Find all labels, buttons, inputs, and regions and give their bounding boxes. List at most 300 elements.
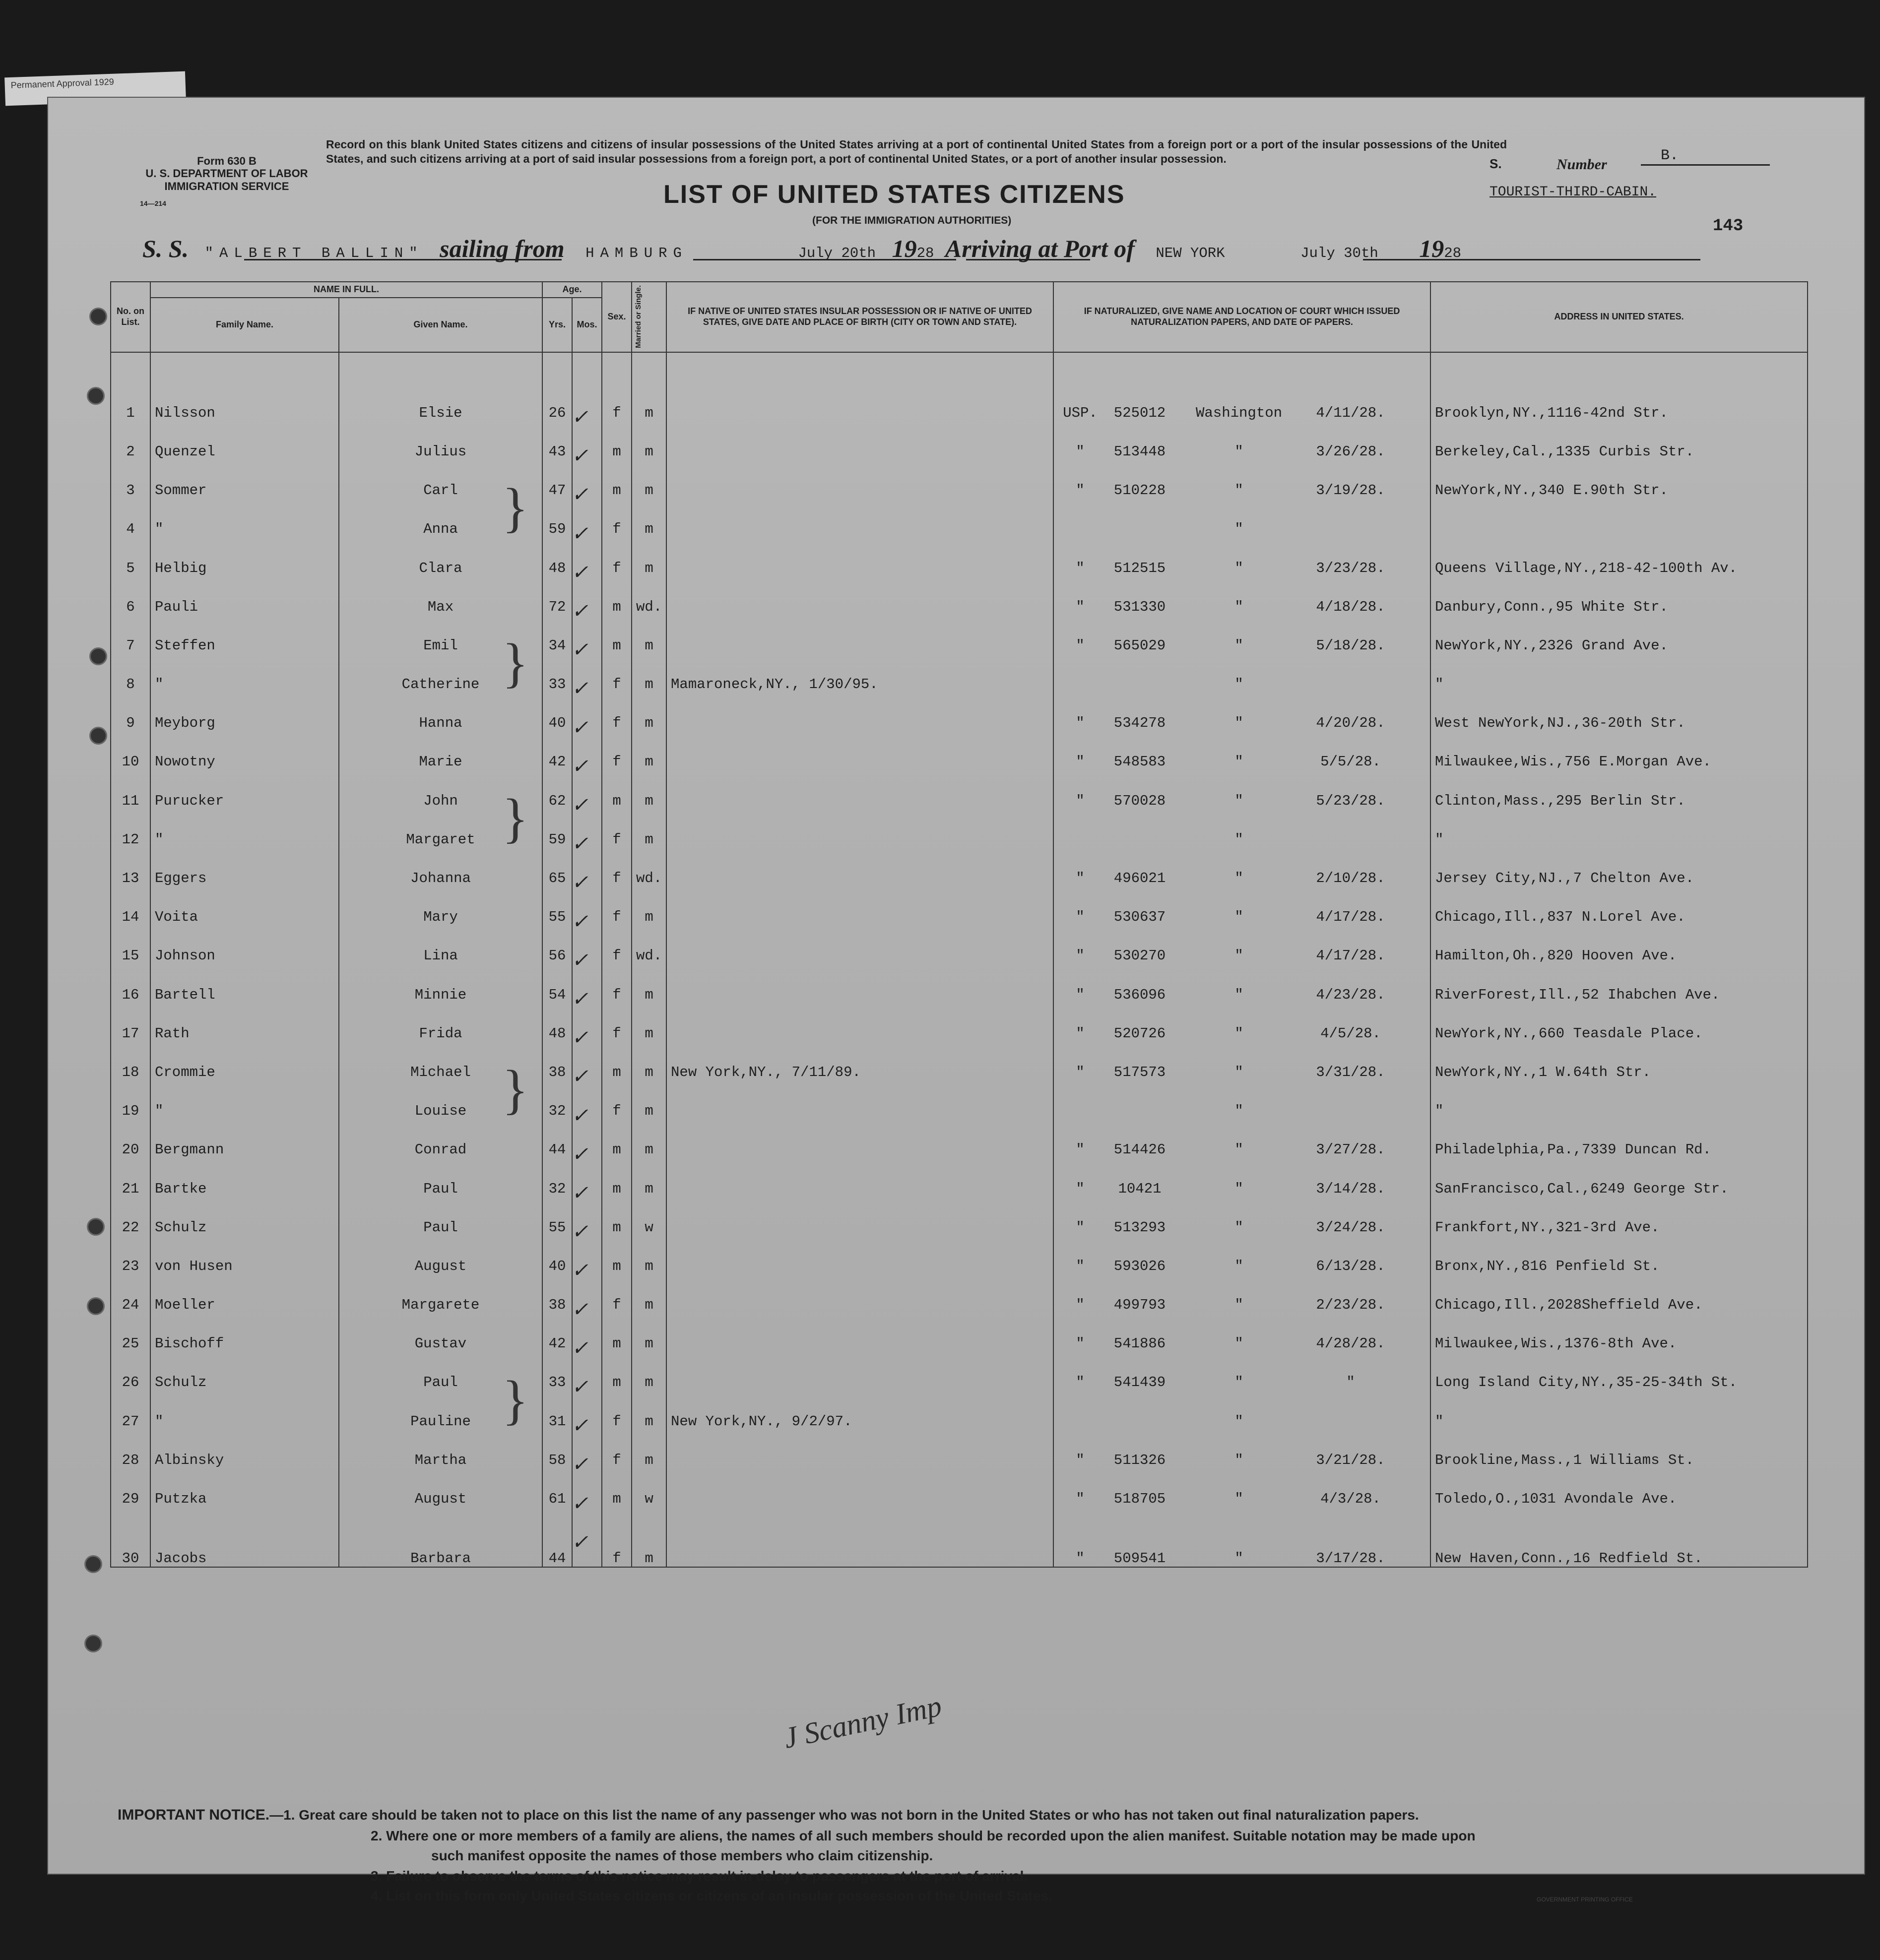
birth-info <box>666 693 1053 731</box>
paper-number: 496021 <box>1113 870 1166 887</box>
row-number: 12 <box>111 809 150 848</box>
spacer-row <box>111 352 1808 382</box>
sex: m <box>602 1468 632 1507</box>
check-mark: ✓ <box>572 483 588 506</box>
court-code: " <box>1076 1335 1085 1352</box>
binder-hole <box>84 1555 102 1573</box>
court-location: " <box>1234 1025 1243 1042</box>
row-number: 20 <box>111 1119 150 1158</box>
marital-status: m <box>632 1158 666 1197</box>
check-mark: ✓ <box>572 1530 588 1553</box>
sex: m <box>602 576 632 615</box>
us-address: RiverForest,Ill.,52 Ihabchen Ave. <box>1430 964 1808 1003</box>
check-mark: ✓ <box>572 988 588 1010</box>
family-name: Schulz <box>150 1352 339 1391</box>
department-name: U. S. DEPARTMENT OF LABOR <box>145 167 308 180</box>
us-address: " <box>1430 654 1808 693</box>
age-years: 65 <box>542 848 572 886</box>
naturalization-info <box>1053 1391 1430 1429</box>
sex: f <box>602 1003 632 1042</box>
passenger-table <box>110 281 1808 1568</box>
us-address: Milwaukee,Wis.,756 E.Morgan Ave. <box>1430 731 1808 770</box>
arrival-underline <box>1363 259 1700 260</box>
check-mark: ✓ <box>572 1220 588 1243</box>
age-years: 42 <box>542 1313 572 1352</box>
naturalization-info <box>1053 886 1430 925</box>
court-code: " <box>1076 1297 1085 1314</box>
given-name: Carl <box>339 460 542 499</box>
naturalization-info <box>1053 1080 1430 1119</box>
paper-number: 513448 <box>1113 443 1166 460</box>
sex: m <box>602 770 632 809</box>
family-name: " <box>150 809 339 848</box>
family-name: Albinsky <box>150 1430 339 1468</box>
check-mark: ✓ <box>572 1336 588 1359</box>
row-number: 10 <box>111 731 150 770</box>
naturalization-info <box>1053 693 1430 731</box>
paper-date: 2/23/28. <box>1316 1297 1385 1314</box>
court-code: " <box>1076 1550 1085 1567</box>
us-address: NewYork,NY.,340 E.90th Str. <box>1430 460 1808 499</box>
sex: m <box>602 615 632 654</box>
paper-date: 3/23/28. <box>1316 560 1385 576</box>
notice-text-1: —1. Great care should be taken not to place on this list the name of any passenger who was not born in the United States or who has not taken out final naturalization papers. <box>269 1807 1419 1823</box>
court-code: " <box>1076 792 1085 809</box>
age-years: 59 <box>542 809 572 848</box>
sex: f <box>602 382 632 421</box>
birth-info <box>666 421 1053 460</box>
marital-status: m <box>632 964 666 1003</box>
given-name: Johanna <box>339 848 542 886</box>
court-location: " <box>1234 1413 1243 1430</box>
table-row <box>111 421 1808 460</box>
court-code: " <box>1076 715 1085 732</box>
marital-status: m <box>632 1352 666 1391</box>
court-code: " <box>1076 1258 1085 1274</box>
given-name: Max <box>339 576 542 615</box>
check-mark: ✓ <box>572 1259 588 1282</box>
court-location: " <box>1234 676 1243 693</box>
marital-status: w <box>632 1197 666 1236</box>
us-address: SanFrancisco,Cal.,6249 George Str. <box>1430 1158 1808 1197</box>
ship-name: "ALBERT BALLIN" <box>204 245 424 261</box>
birth-info <box>666 382 1053 421</box>
birth-info <box>666 1313 1053 1352</box>
check-mark: ✓ <box>572 638 588 661</box>
spacer-cell <box>572 352 602 382</box>
age-years: 55 <box>542 1197 572 1236</box>
paper-number: 565029 <box>1113 637 1166 654</box>
birth-info <box>666 1468 1053 1507</box>
naturalization-info <box>1053 1352 1430 1391</box>
birth-info <box>666 460 1053 499</box>
family-name: " <box>150 1391 339 1429</box>
paper-number: 10421 <box>1118 1180 1162 1197</box>
family-name: Jacobs <box>150 1507 339 1567</box>
check-mark: ✓ <box>572 600 588 622</box>
paper-date: 4/17/28. <box>1316 909 1385 926</box>
notice-item-1 <box>118 1804 1780 1826</box>
court-location: " <box>1234 1141 1243 1158</box>
marital-status: m <box>632 537 666 576</box>
court-code: " <box>1076 443 1085 460</box>
court-code: " <box>1076 1374 1085 1391</box>
age-years: 61 <box>542 1468 572 1507</box>
table-row <box>111 1236 1808 1274</box>
court-code: " <box>1076 1219 1085 1236</box>
sex: f <box>602 654 632 693</box>
paper-number: 510228 <box>1113 482 1166 499</box>
court-code: " <box>1076 754 1085 770</box>
court-code: " <box>1076 1064 1085 1080</box>
given-name: Pauline <box>339 1391 542 1429</box>
paper-number: 593026 <box>1113 1258 1166 1274</box>
paper-date: 4/5/28. <box>1320 1025 1381 1042</box>
col-sex: Sex. <box>602 282 632 352</box>
birth-info <box>666 848 1053 886</box>
paper-number: 518705 <box>1113 1491 1166 1508</box>
paper-date: 5/18/28. <box>1316 637 1385 654</box>
paper-number: 525012 <box>1113 404 1166 421</box>
birth-info <box>666 1003 1053 1042</box>
us-address: Clinton,Mass.,295 Berlin Str. <box>1430 770 1808 809</box>
family-name: Bergmann <box>150 1119 339 1158</box>
court-location: " <box>1234 986 1243 1003</box>
spacer-cell <box>1053 352 1430 382</box>
family-name: Meyborg <box>150 693 339 731</box>
table-row <box>111 886 1808 925</box>
us-address: Berkeley,Cal.,1335 Curbis Str. <box>1430 421 1808 460</box>
table-row <box>111 1468 1808 1507</box>
check-mark: ✓ <box>572 755 588 777</box>
row-number: 5 <box>111 537 150 576</box>
family-name: Voita <box>150 886 339 925</box>
age-years: 40 <box>542 693 572 731</box>
table-row <box>111 1080 1808 1119</box>
row-number: 22 <box>111 1197 150 1236</box>
age-years: 38 <box>542 1274 572 1313</box>
age-years: 34 <box>542 615 572 654</box>
table-row <box>111 848 1808 886</box>
court-code: " <box>1076 909 1085 926</box>
col-address: ADDRESS IN UNITED STATES. <box>1430 282 1808 352</box>
check-mark: ✓ <box>572 1104 588 1127</box>
given-name: Minnie <box>339 964 542 1003</box>
birth-info <box>666 925 1053 964</box>
marital-status: m <box>632 1313 666 1352</box>
printer-mark: GOVERNMENT PRINTING OFFICE <box>1537 1896 1633 1903</box>
birth-info <box>666 1507 1053 1567</box>
age-years: 33 <box>542 654 572 693</box>
age-years: 44 <box>542 1507 572 1567</box>
marital-status: m <box>632 460 666 499</box>
sex: f <box>602 964 632 1003</box>
check-mark: ✓ <box>572 1026 588 1049</box>
naturalization-info <box>1053 809 1430 848</box>
row-number: 24 <box>111 1274 150 1313</box>
marital-status: wd. <box>632 848 666 886</box>
court-location: " <box>1234 1064 1243 1080</box>
naturalization-info <box>1053 1236 1430 1274</box>
notice-title: IMPORTANT NOTICE. <box>118 1807 270 1823</box>
family-name: Schulz <box>150 1197 339 1236</box>
birth-info <box>666 537 1053 576</box>
age-years: 48 <box>542 1003 572 1042</box>
court-code: " <box>1076 948 1085 964</box>
family-name: Bartell <box>150 964 339 1003</box>
number-value: B. <box>1641 147 1770 166</box>
given-name: Marie <box>339 731 542 770</box>
paper-date: 4/18/28. <box>1316 598 1385 615</box>
family-name: Eggers <box>150 848 339 886</box>
marital-status: m <box>632 770 666 809</box>
given-name: Catherine <box>339 654 542 693</box>
check-mark: ✓ <box>572 832 588 855</box>
table-row <box>111 1274 1808 1313</box>
given-name: Gustav <box>339 1313 542 1352</box>
paper-number: 541886 <box>1113 1335 1166 1352</box>
notice-item-4: 4. List on this form only United States citizens or citizens of an insular possession of the United States. <box>371 1888 1052 1904</box>
naturalization-info <box>1053 537 1430 576</box>
sex: f <box>602 1274 632 1313</box>
table-row <box>111 1158 1808 1197</box>
given-name: Martha <box>339 1430 542 1468</box>
paper-date: 6/13/28. <box>1316 1258 1385 1274</box>
col-age: Age. <box>542 282 602 298</box>
given-name: Barbara <box>339 1507 542 1567</box>
birth-info <box>666 731 1053 770</box>
sex: f <box>602 731 632 770</box>
check-mark: ✓ <box>572 1376 588 1398</box>
col-family-name: Family Name. <box>150 298 339 352</box>
row-number: 2 <box>111 421 150 460</box>
court-location: " <box>1234 1550 1243 1567</box>
given-name: John <box>339 770 542 809</box>
binder-hole <box>89 308 107 325</box>
given-name: August <box>339 1236 542 1274</box>
paper-number: 513293 <box>1113 1219 1166 1236</box>
age-years: 32 <box>542 1080 572 1119</box>
paper-date: 4/28/28. <box>1316 1335 1385 1352</box>
col-given-name: Given Name. <box>339 298 542 352</box>
paper-date: 4/20/28. <box>1316 715 1385 732</box>
check-mark: ✓ <box>572 871 588 894</box>
col-naturalized: IF NATURALIZED, GIVE NAME AND LOCATION OF COURT WHICH ISSUED NATURALIZATION PAPERS, AND DATE OF PAPERS. <box>1053 282 1430 352</box>
row-number: 14 <box>111 886 150 925</box>
table-row <box>111 809 1808 848</box>
age-years: 40 <box>542 1236 572 1274</box>
court-location: " <box>1234 909 1243 926</box>
sex: f <box>602 809 632 848</box>
family-name: Sommer <box>150 460 339 499</box>
family-bracket: } <box>502 632 528 694</box>
birth-info <box>666 1158 1053 1197</box>
given-name: Anna <box>339 499 542 537</box>
col-married-label: Married or Single. <box>634 285 643 349</box>
sex: f <box>602 1430 632 1468</box>
row-number: 4 <box>111 499 150 537</box>
binder-hole <box>84 1635 102 1652</box>
row-number: 9 <box>111 693 150 731</box>
court-location: " <box>1234 1297 1243 1314</box>
us-address: Toledo,O.,1031 Avondale Ave. <box>1430 1468 1808 1507</box>
paper-date: 3/17/28. <box>1316 1550 1385 1567</box>
check-mark: ✓ <box>572 948 588 971</box>
check-mark: ✓ <box>572 561 588 583</box>
naturalization-info <box>1053 1313 1430 1352</box>
paper-number: 512515 <box>1113 560 1166 576</box>
given-name: Paul <box>339 1352 542 1391</box>
sex: f <box>602 886 632 925</box>
age-years: 32 <box>542 1158 572 1197</box>
table-row <box>111 964 1808 1003</box>
court-location: " <box>1234 1258 1243 1274</box>
check-mark: ✓ <box>572 677 588 700</box>
paper-date: 4/23/28. <box>1316 986 1385 1003</box>
given-name: Paul <box>339 1197 542 1236</box>
family-name: Steffen <box>150 615 339 654</box>
birth-info <box>666 1080 1053 1119</box>
us-address: Milwaukee,Wis.,1376-8th Ave. <box>1430 1313 1808 1352</box>
family-name: Crommie <box>150 1042 339 1080</box>
sex: f <box>602 1507 632 1567</box>
table-row <box>111 925 1808 964</box>
table-row <box>111 731 1808 770</box>
paper-number: 548583 <box>1113 754 1166 770</box>
arriving-label: Arriving at Port of <box>945 235 1135 262</box>
row-number: 23 <box>111 1236 150 1274</box>
paper-date: 3/31/28. <box>1316 1064 1385 1080</box>
naturalization-info <box>1053 1158 1430 1197</box>
naturalization-info <box>1053 1042 1430 1080</box>
marital-status: m <box>632 1274 666 1313</box>
court-location: " <box>1234 1452 1243 1468</box>
marital-status: m <box>632 421 666 460</box>
sex: m <box>602 1158 632 1197</box>
court-location: " <box>1234 443 1243 460</box>
spacer-cell <box>150 352 339 382</box>
row-number: 7 <box>111 615 150 654</box>
family-bracket: } <box>502 1059 528 1120</box>
paper-date: 3/24/28. <box>1316 1219 1385 1236</box>
corner-tab: Permanent Approval 1929 <box>4 71 186 106</box>
row-number: 16 <box>111 964 150 1003</box>
us-address: West NewYork,NJ.,36-20th Str. <box>1430 693 1808 731</box>
given-name: Margarete <box>339 1274 542 1313</box>
court-code: " <box>1076 637 1085 654</box>
record-instructions: Record on this blank United States citizens and citizens of insular possessions of the United States arriving at a port of continental United States from a foreign port or a port of the insular possessions of the United States, and such citizens arriving at a port of said insular possessions from a foreign port, a port of continental United States, or a port of another insular possession. <box>326 138 1507 165</box>
table-row <box>111 615 1808 654</box>
check-mark: ✓ <box>572 1414 588 1437</box>
year-prefix: 19 <box>892 235 917 262</box>
family-name: Purucker <box>150 770 339 809</box>
naturalization-info <box>1053 576 1430 615</box>
check-mark: ✓ <box>572 910 588 933</box>
family-name: " <box>150 1080 339 1119</box>
birth-info: New York,NY., 9/2/97. <box>666 1391 1053 1429</box>
paper-date: 5/23/28. <box>1316 792 1385 809</box>
birth-info <box>666 964 1053 1003</box>
us-address: " <box>1430 809 1808 848</box>
court-code: " <box>1076 986 1085 1003</box>
paper-number: 499793 <box>1113 1297 1166 1314</box>
arrival-year: 28 <box>1444 245 1462 261</box>
us-address: Jersey City,NJ.,7 Chelton Ave. <box>1430 848 1808 886</box>
court-location: Washington <box>1196 404 1283 421</box>
paper-date: 3/26/28. <box>1316 443 1385 460</box>
paper-date: 2/10/28. <box>1316 870 1385 887</box>
col-married <box>632 282 666 352</box>
row-number: 26 <box>111 1352 150 1391</box>
marital-status: m <box>632 693 666 731</box>
sex: m <box>602 1042 632 1080</box>
paper-date: 3/27/28. <box>1316 1141 1385 1158</box>
court-location: " <box>1234 1103 1243 1120</box>
col-native: IF NATIVE OF UNITED STATES INSULAR POSSESSION OR IF NATIVE OF UNITED STATES, GIVE DATE AND PLACE OF BIRTH (CITY OR TOWN AND STATE). <box>666 282 1053 352</box>
given-name: Hanna <box>339 693 542 731</box>
binder-hole <box>87 1218 105 1236</box>
binder-hole <box>89 647 107 665</box>
birth-info <box>666 886 1053 925</box>
naturalization-info <box>1053 1119 1430 1158</box>
paper-number: 570028 <box>1113 792 1166 809</box>
paper-date: 3/14/28. <box>1316 1180 1385 1197</box>
court-location: " <box>1234 792 1243 809</box>
manifest-sheet <box>47 97 1865 1904</box>
paper-number: 541439 <box>1113 1374 1166 1391</box>
table-row <box>111 576 1808 615</box>
court-location: " <box>1234 1219 1243 1236</box>
paper-date: 3/19/28. <box>1316 482 1385 499</box>
us-address: Philadelphia,Pa.,7339 Duncan Rd. <box>1430 1119 1808 1158</box>
form-number: Form 630 B <box>197 155 257 167</box>
sex: f <box>602 848 632 886</box>
sex: m <box>602 1119 632 1158</box>
marital-status: m <box>632 1119 666 1158</box>
family-name: Nilsson <box>150 382 339 421</box>
table-row <box>111 499 1808 537</box>
paper-number: 517573 <box>1113 1064 1166 1080</box>
paper-number: 534278 <box>1113 715 1166 732</box>
given-name: Paul <box>339 1158 542 1197</box>
naturalization-info <box>1053 499 1430 537</box>
us-address: NewYork,NY.,2326 Grand Ave. <box>1430 615 1808 654</box>
check-mark: ✓ <box>572 1142 588 1165</box>
age-years: 55 <box>542 886 572 925</box>
family-name: Putzka <box>150 1468 339 1507</box>
paper-date: 4/17/28. <box>1316 948 1385 964</box>
court-code: " <box>1076 1452 1085 1468</box>
birth-info: Mamaroneck,NY., 1/30/95. <box>666 654 1053 693</box>
spacer-cell <box>1430 352 1808 382</box>
page-title: LIST OF UNITED STATES CITIZENS <box>663 180 1125 209</box>
family-name: " <box>150 654 339 693</box>
us-address <box>1430 499 1808 537</box>
date-underline <box>966 259 1090 260</box>
naturalization-info <box>1053 964 1430 1003</box>
important-notice <box>118 1804 1780 1906</box>
court-location: " <box>1234 948 1243 964</box>
family-bracket: } <box>502 1370 528 1430</box>
family-bracket: } <box>502 477 528 538</box>
notice-item-2: 2. Where one or more members of a family are aliens, the names of all such members should be recorded upon the alien manifest. Suitable notation may be made upon <box>371 1828 1476 1843</box>
paper-number: 514426 <box>1113 1141 1166 1158</box>
court-code: " <box>1076 1180 1085 1197</box>
marital-status: wd. <box>632 576 666 615</box>
row-number: 21 <box>111 1158 150 1197</box>
form-identification <box>140 155 314 207</box>
birth-info <box>666 1274 1053 1313</box>
